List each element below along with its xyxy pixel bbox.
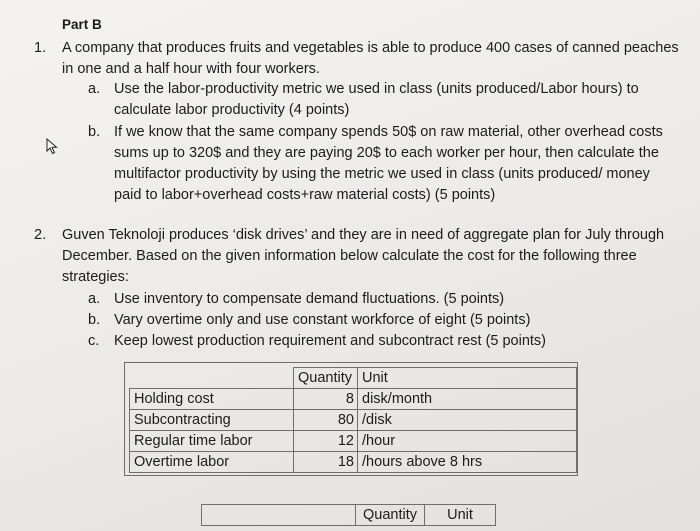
q2a-text: Use inventory to compensate demand fluctuations. (5 points)	[114, 291, 505, 307]
header-label-cell	[130, 368, 294, 389]
second-table-frame	[201, 504, 496, 526]
q2-line-3: strategies:	[62, 269, 129, 285]
header-unit: Unit	[358, 368, 577, 389]
q1a-line-1: Use the labor-productivity metric we used in class (units produced/Labor hours) to	[114, 81, 639, 97]
part-b-heading: Part B	[62, 17, 102, 32]
mouse-pointer-icon	[45, 138, 61, 156]
row-quantity: 12	[294, 431, 358, 452]
table-header-row	[202, 505, 496, 526]
header-unit: Unit	[425, 505, 496, 526]
q2b-marker: b.	[88, 312, 101, 328]
row-unit: /hour	[358, 431, 577, 452]
q1-number: 1.	[34, 40, 47, 56]
table-row	[130, 431, 577, 452]
q1b-line-2: sums up to 320$ and they are paying 20$ to each worker per hour, then calculate the	[114, 145, 659, 161]
table-row	[130, 410, 577, 431]
header-quantity: Quantity	[294, 368, 358, 389]
table-row	[130, 452, 577, 473]
table-header-row	[130, 368, 577, 389]
q1b-marker: b.	[88, 124, 101, 140]
cost-table	[129, 367, 577, 473]
row-unit: disk/month	[358, 389, 577, 410]
row-unit: /hours above 8 hrs	[358, 452, 577, 473]
q1a-line-2: calculate labor productivity (4 points)	[114, 102, 350, 118]
table-row	[130, 389, 577, 410]
q1-line-2: in one and a half hour with four workers.	[62, 61, 320, 77]
q2a-marker: a.	[88, 291, 101, 307]
q2c-text: Keep lowest production requirement and subcontract rest (5 points)	[114, 333, 547, 349]
row-quantity: 80	[294, 410, 358, 431]
cost-table-frame	[124, 362, 578, 476]
row-label: Regular time labor	[130, 431, 294, 452]
q1b-line-1: If we know that the same company spends 50$ on raw material, other overhead costs	[114, 124, 663, 140]
q1-line-1: A company that produces fruits and vegetables is able to produce 400 cases of canned peaches	[62, 40, 679, 56]
row-label: Subcontracting	[130, 410, 294, 431]
q1a-marker: a.	[88, 81, 101, 97]
second-table	[201, 504, 496, 526]
q2-line-1: Guven Teknoloji produces ‘disk drives’ and they are in need of aggregate plan for July through	[62, 227, 665, 243]
q2c-marker: c.	[88, 333, 100, 349]
q1b-line-4: paid to labor+overhead costs+raw material costs) (5 points)	[114, 187, 496, 203]
q1b-line-3: multifactor productivity by using the metric we used in class (units produced/ money	[114, 166, 650, 182]
row-label: Overtime labor	[130, 452, 294, 473]
q2-number: 2.	[34, 227, 47, 243]
row-unit: /disk	[358, 410, 577, 431]
header-label-cell	[202, 505, 356, 526]
row-quantity: 8	[294, 389, 358, 410]
row-label: Holding cost	[130, 389, 294, 410]
q2b-text: Vary overtime only and use constant workforce of eight (5 points)	[114, 312, 531, 328]
header-quantity: Quantity	[356, 505, 425, 526]
row-quantity: 18	[294, 452, 358, 473]
q2-line-2: December. Based on the given information below calculate the cost for the following three	[62, 248, 637, 264]
